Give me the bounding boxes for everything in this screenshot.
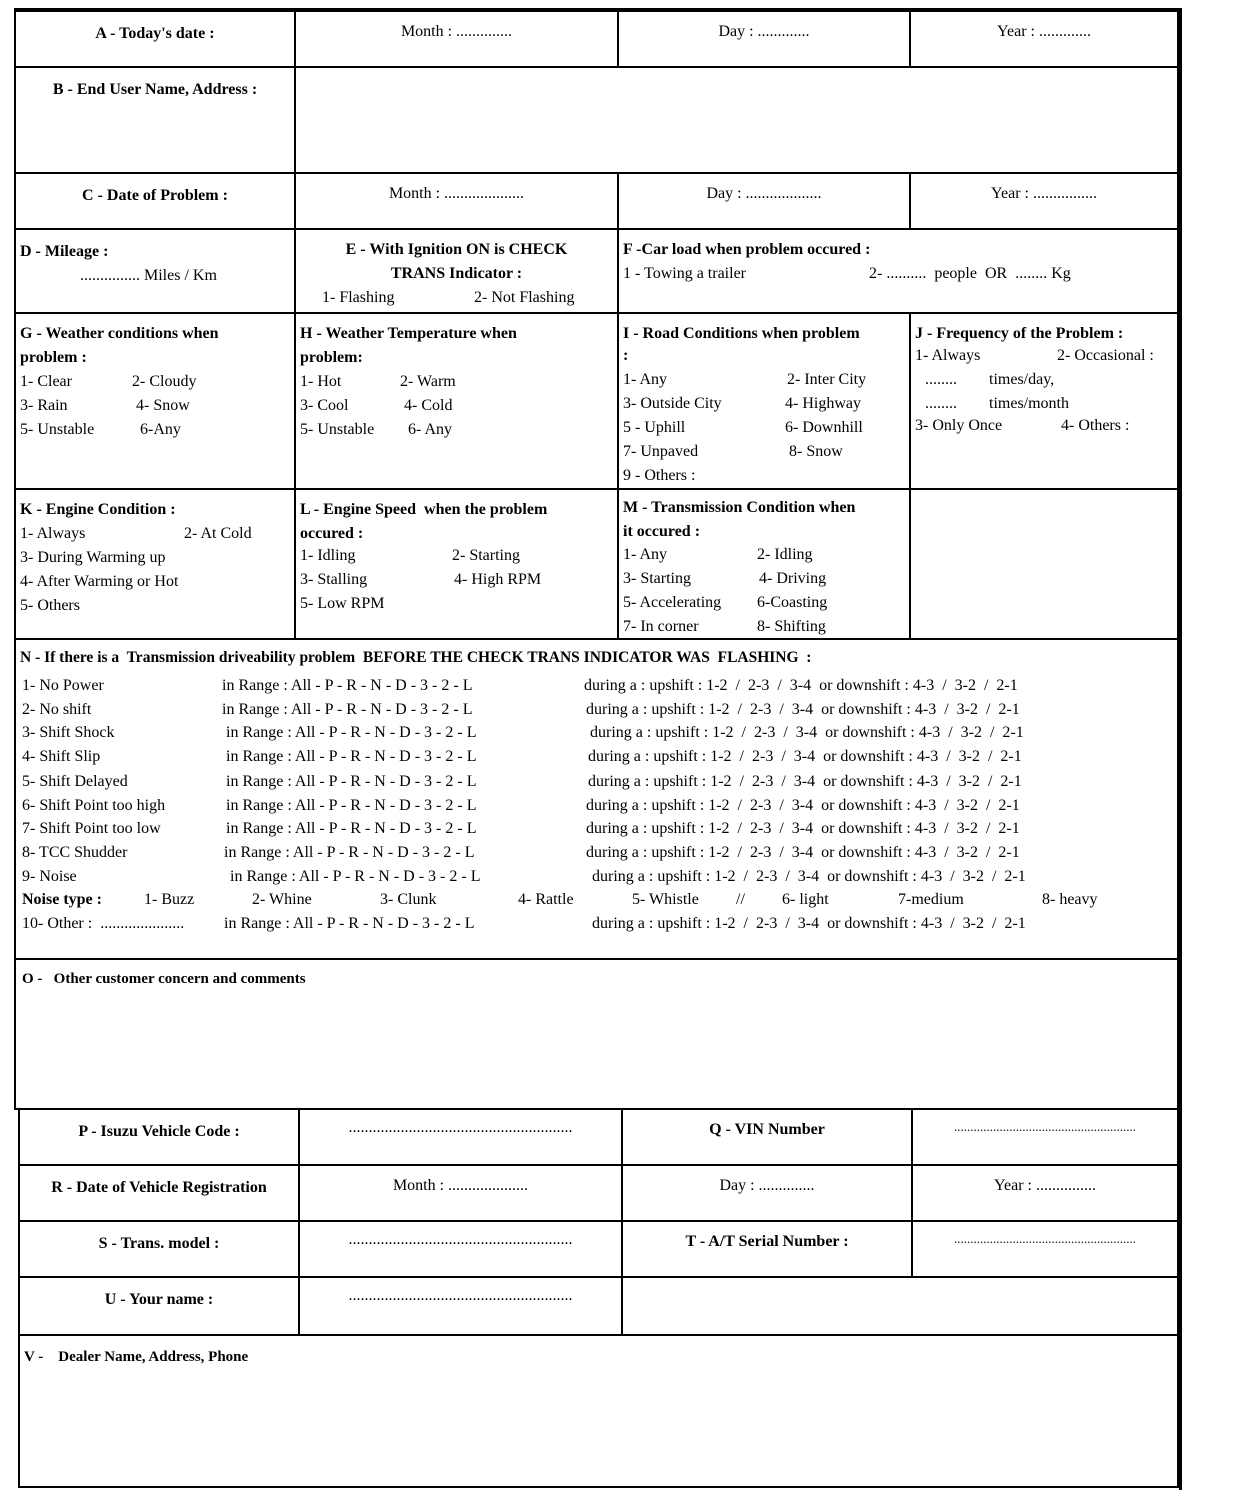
transmission-condition-label-1: M - Transmission Condition when — [623, 499, 856, 516]
transmission-condition-option[interactable]: 3- Starting — [623, 570, 691, 587]
engine-speed-option[interactable]: 3- Stalling — [300, 571, 368, 588]
shift-options[interactable]: during a : upshift : 1-2 / 2-3 / 3-4 or downshift : 4-3 / 3-2 / 2-1 — [584, 677, 1018, 694]
driveability-item[interactable]: 3- Shift Shock — [22, 724, 115, 741]
today-date-label: A - Today's date : — [95, 25, 215, 42]
engine-condition-option[interactable]: 5- Others — [20, 597, 80, 614]
customer-comments-label: O - Other customer concern and comments — [22, 971, 306, 987]
transmission-condition-option[interactable]: 2- Idling — [757, 546, 813, 563]
noise-type-option[interactable]: 2- Whine — [252, 891, 312, 908]
problem-frequency-label: J - Frequency of the Problem : — [915, 325, 1124, 342]
today-month-field[interactable] — [294, 10, 619, 68]
range-options[interactable]: in Range : All - P - R - N - D - 3 - 2 - L — [226, 773, 477, 790]
weather-temperature-label-1: H - Weather Temperature when — [300, 325, 517, 342]
driveability-item[interactable]: 7- Shift Point too low — [22, 820, 161, 837]
engine-condition-option[interactable]: 4- After Warming or Hot — [20, 573, 179, 590]
problem-frequency-cell — [909, 312, 1179, 490]
noise-type-option[interactable]: 3- Clunk — [380, 891, 437, 908]
range-options[interactable]: in Range : All - P - R - N - D - 3 - 2 - L — [226, 748, 477, 765]
shift-options[interactable]: during a : upshift : 1-2 / 2-3 / 3-4 or downshift : 4-3 / 3-2 / 2-1 — [586, 701, 1020, 718]
road-option[interactable]: 3- Outside City — [623, 395, 722, 412]
end-user-label-cell — [14, 66, 296, 174]
transmission-condition-cell — [617, 488, 911, 640]
end-user-field[interactable] — [294, 66, 1179, 174]
road-option[interactable]: 2- Inter City — [787, 371, 867, 388]
your-name-label-cell — [18, 1276, 300, 1336]
engine-condition-option[interactable]: 1- Always — [20, 525, 86, 542]
temperature-option[interactable]: 4- Cold — [404, 397, 453, 414]
shift-options[interactable]: during a : upshift : 1-2 / 2-3 / 3-4 or downshift : 4-3 / 3-2 / 2-1 — [586, 844, 1020, 861]
noise-level-option[interactable]: 6- light — [782, 891, 829, 908]
range-options[interactable]: in Range : All - P - R - N - D - 3 - 2 - L — [222, 701, 473, 718]
temperature-option[interactable]: 5- Unstable — [300, 421, 375, 438]
driveability-item[interactable]: 8- TCC Shudder — [22, 844, 128, 861]
blank-cell — [909, 488, 1179, 640]
driveability-item[interactable]: 6- Shift Point too high — [22, 797, 166, 814]
driveability-item[interactable]: 2- No shift — [22, 701, 92, 718]
noise-type-option[interactable]: 5- Whistle — [632, 891, 699, 908]
engine-speed-option[interactable]: 1- Idling — [300, 547, 356, 564]
today-year-field[interactable] — [909, 10, 1179, 68]
option-people-kg[interactable]: 2- .......... people OR ........ Kg — [869, 265, 1071, 282]
weather-conditions-label-1: G - Weather conditions when — [20, 325, 219, 342]
today-day-text: Day : ............. — [718, 23, 810, 40]
road-option[interactable]: 4- Highway — [785, 395, 861, 412]
engine-speed-label-2: occured : — [300, 525, 364, 542]
engine-condition-label: K - Engine Condition : — [20, 501, 176, 518]
temperature-option[interactable]: 2- Warm — [400, 373, 456, 390]
driveability-item-other[interactable]: 10- Other : ..................... — [22, 915, 185, 932]
dealer-info-field[interactable] — [18, 1334, 1179, 1488]
engine-condition-option[interactable]: 3- During Warming up — [20, 549, 166, 566]
noise-level-option[interactable]: 7-medium — [898, 891, 964, 908]
noise-type-option[interactable]: 4- Rattle — [518, 891, 574, 908]
transmission-condition-option[interactable]: 8- Shifting — [757, 618, 826, 635]
shift-options[interactable]: during a : upshift : 1-2 / 2-3 / 3-4 or downshift : 4-3 / 3-2 / 2-1 — [592, 915, 1026, 932]
range-options[interactable]: in Range : All - P - R - N - D - 3 - 2 - L — [224, 844, 475, 861]
driveability-item[interactable]: 1- No Power — [22, 677, 104, 694]
transmission-condition-option[interactable]: 4- Driving — [759, 570, 827, 587]
engine-condition-cell — [14, 488, 296, 640]
driveability-problem-section — [14, 638, 1179, 960]
vehicle-code-field[interactable] — [298, 1108, 623, 1166]
today-day-field[interactable] — [617, 10, 911, 68]
weather-option[interactable]: 2- Cloudy — [132, 373, 197, 390]
range-options[interactable]: in Range : All - P - R - N - D - 3 - 2 - L — [226, 797, 477, 814]
road-conditions-label-2: : — [623, 347, 629, 364]
frequency-option-always[interactable]: 1- Always — [915, 347, 981, 364]
problem-day-field[interactable] — [617, 172, 911, 230]
option-flashing[interactable]: 1- Flashing — [322, 289, 395, 306]
transmission-condition-option[interactable]: 5- Accelerating — [623, 594, 722, 611]
problem-year-text: Year : ................ — [991, 185, 1097, 202]
engine-speed-option[interactable]: 5- Low RPM — [300, 595, 385, 612]
shift-options[interactable]: during a : upshift : 1-2 / 2-3 / 3-4 or downshift : 4-3 / 3-2 / 2-1 — [588, 773, 1022, 790]
dealer-info-label: V - Dealer Name, Address, Phone — [24, 1349, 249, 1365]
range-options[interactable]: in Range : All - P - R - N - D - 3 - 2 - L — [230, 868, 481, 885]
driveability-item[interactable]: 9- Noise — [22, 868, 77, 885]
weather-option[interactable]: 6-Any — [140, 421, 181, 438]
mileage-cell[interactable] — [14, 228, 296, 314]
road-option[interactable]: 8- Snow — [789, 443, 843, 460]
frequency-times-per-day[interactable]: ........ times/day, — [925, 371, 1055, 388]
today-year-text: Year : ............. — [997, 23, 1091, 40]
serial-number-label-cell — [621, 1220, 913, 1278]
vin-label: Q - VIN Number — [709, 1121, 825, 1138]
weather-conditions-label-2: problem : — [20, 349, 87, 366]
noise-level-option[interactable]: 8- heavy — [1042, 891, 1098, 908]
car-load-cell — [617, 228, 1179, 314]
blank-cell-right — [621, 1276, 1179, 1336]
weather-temperature-label-2: problem: — [300, 349, 363, 366]
today-month-text: Month : .............. — [400, 23, 513, 40]
your-name-field[interactable] — [298, 1276, 623, 1336]
transmission-condition-label-2: it occured : — [623, 523, 701, 540]
problem-month-field[interactable] — [294, 172, 619, 230]
vin-label-cell — [621, 1108, 913, 1166]
vehicle-code-label-cell — [18, 1108, 300, 1166]
registration-year-text: Year : ............... — [994, 1177, 1096, 1194]
range-options[interactable]: in Range : All - P - R - N - D - 3 - 2 - L — [226, 724, 477, 741]
registration-date-label: R - Date of Vehicle Registration — [51, 1179, 267, 1196]
option-not-flashing[interactable]: 2- Not Flashing — [474, 289, 575, 306]
mileage-value: ............... Miles / Km — [80, 267, 217, 284]
transmission-condition-option[interactable]: 6-Coasting — [757, 594, 828, 611]
driveability-item[interactable]: 4- Shift Slip — [22, 748, 101, 765]
road-option[interactable]: 9 - Others : — [623, 467, 696, 484]
end-user-label: B - End User Name, Address : — [52, 81, 258, 98]
car-load-label: F -Car load when problem occured : — [623, 241, 871, 258]
road-conditions-cell — [617, 312, 911, 490]
engine-speed-cell — [294, 488, 619, 640]
your-name-value: ........................................................ — [348, 1287, 573, 1304]
registration-day-field[interactable] — [621, 1164, 913, 1222]
problem-day-text: Day : ................... — [706, 185, 822, 202]
weather-option[interactable]: 3- Rain — [20, 397, 68, 414]
vehicle-code-label: P - Isuzu Vehicle Code : — [78, 1123, 240, 1140]
weather-option[interactable]: 1- Clear — [20, 373, 72, 390]
range-options[interactable]: in Range : All - P - R - N - D - 3 - 2 - L — [226, 820, 477, 837]
check-trans-label-1: E - With Ignition ON is CHECK — [345, 241, 568, 258]
engine-speed-label-1: L - Engine Speed when the problem — [300, 501, 548, 518]
temperature-option[interactable]: 1- Hot — [300, 373, 342, 390]
problem-date-label-cell — [14, 172, 296, 230]
registration-year-field[interactable] — [911, 1164, 1179, 1222]
transmission-condition-option[interactable]: 1- Any — [623, 546, 667, 563]
frequency-option-occasional[interactable]: 2- Occasional : — [1057, 347, 1154, 364]
noise-type-label: Noise type : — [22, 891, 102, 908]
customer-comments-field[interactable] — [14, 958, 1179, 1110]
shift-options[interactable]: during a : upshift : 1-2 / 2-3 / 3-4 or downshift : 4-3 / 3-2 / 2-1 — [586, 797, 1020, 814]
problem-year-field[interactable] — [909, 172, 1179, 230]
weather-temperature-cell — [294, 312, 619, 490]
registration-date-label-cell — [18, 1164, 300, 1222]
weather-option[interactable]: 5- Unstable — [20, 421, 95, 438]
shift-options[interactable]: during a : upshift : 1-2 / 2-3 / 3-4 or downshift : 4-3 / 3-2 / 2-1 — [586, 820, 1020, 837]
road-option[interactable]: 1- Any — [623, 371, 667, 388]
frequency-times-per-month[interactable]: ........ times/month — [925, 395, 1069, 412]
noise-type-separator: // — [736, 891, 745, 908]
option-towing-trailer[interactable]: 1 - Towing a trailer — [623, 265, 746, 282]
temperature-option[interactable]: 6- Any — [408, 421, 452, 438]
vin-field[interactable] — [911, 1108, 1179, 1166]
engine-condition-option[interactable]: 2- At Cold — [184, 525, 252, 542]
road-option[interactable]: 6- Downhill — [785, 419, 863, 436]
trans-model-label-cell — [18, 1220, 300, 1278]
serial-number-label: T - A/T Serial Number : — [685, 1233, 849, 1250]
engine-speed-option[interactable]: 4- High RPM — [454, 571, 542, 588]
driveability-problem-label: N - If there is a Transmission driveability problem BEFORE THE CHECK TRANS INDICATOR WAS FLASHING : — [20, 649, 812, 666]
frequency-option-others[interactable]: 4- Others : — [1061, 417, 1130, 434]
temperature-option[interactable]: 3- Cool — [300, 397, 349, 414]
check-trans-indicator-cell — [294, 228, 619, 314]
shift-options[interactable]: during a : upshift : 1-2 / 2-3 / 3-4 or downshift : 4-3 / 3-2 / 2-1 — [588, 748, 1022, 765]
transmission-condition-option[interactable]: 7- In corner — [623, 618, 699, 635]
noise-type-option[interactable]: 1- Buzz — [144, 891, 195, 908]
vin-value: ........................................................ — [954, 1119, 1136, 1134]
registration-month-field[interactable] — [298, 1164, 623, 1222]
engine-speed-option[interactable]: 2- Starting — [452, 547, 520, 564]
problem-month-text: Month : .................... — [388, 185, 525, 202]
driveability-item[interactable]: 5- Shift Delayed — [22, 773, 128, 790]
range-options[interactable]: in Range : All - P - R - N - D - 3 - 2 - L — [222, 677, 473, 694]
range-options[interactable]: in Range : All - P - R - N - D - 3 - 2 - L — [224, 915, 475, 932]
mileage-label: D - Mileage : — [20, 243, 109, 260]
frequency-option-only-once[interactable]: 3- Only Once — [915, 417, 1003, 434]
weather-option[interactable]: 4- Snow — [136, 397, 190, 414]
problem-date-label: C - Date of Problem : — [82, 187, 228, 204]
serial-number-field[interactable] — [911, 1220, 1179, 1278]
road-option[interactable]: 7- Unpaved — [623, 443, 699, 460]
trans-model-field[interactable] — [298, 1220, 623, 1278]
shift-options[interactable]: during a : upshift : 1-2 / 2-3 / 3-4 or downshift : 4-3 / 3-2 / 2-1 — [592, 868, 1026, 885]
registration-month-text: Month : .................... — [392, 1177, 529, 1194]
vehicle-code-value: ........................................................ — [348, 1119, 573, 1136]
shift-options[interactable]: during a : upshift : 1-2 / 2-3 / 3-4 or downshift : 4-3 / 3-2 / 2-1 — [590, 724, 1024, 741]
your-name-label: U - Your name : — [104, 1291, 214, 1308]
road-conditions-label-1: I - Road Conditions when problem — [623, 325, 860, 342]
registration-day-text: Day : .............. — [719, 1177, 815, 1194]
weather-conditions-cell — [14, 312, 296, 490]
today-date-label-cell — [14, 10, 296, 68]
trans-model-label: S - Trans. model : — [98, 1235, 220, 1252]
road-option[interactable]: 5 - Uphill — [623, 419, 686, 436]
trans-model-value: ........................................................ — [348, 1231, 573, 1248]
serial-number-value: ........................................................ — [954, 1231, 1136, 1246]
check-trans-label-2: TRANS Indicator : — [390, 265, 523, 282]
